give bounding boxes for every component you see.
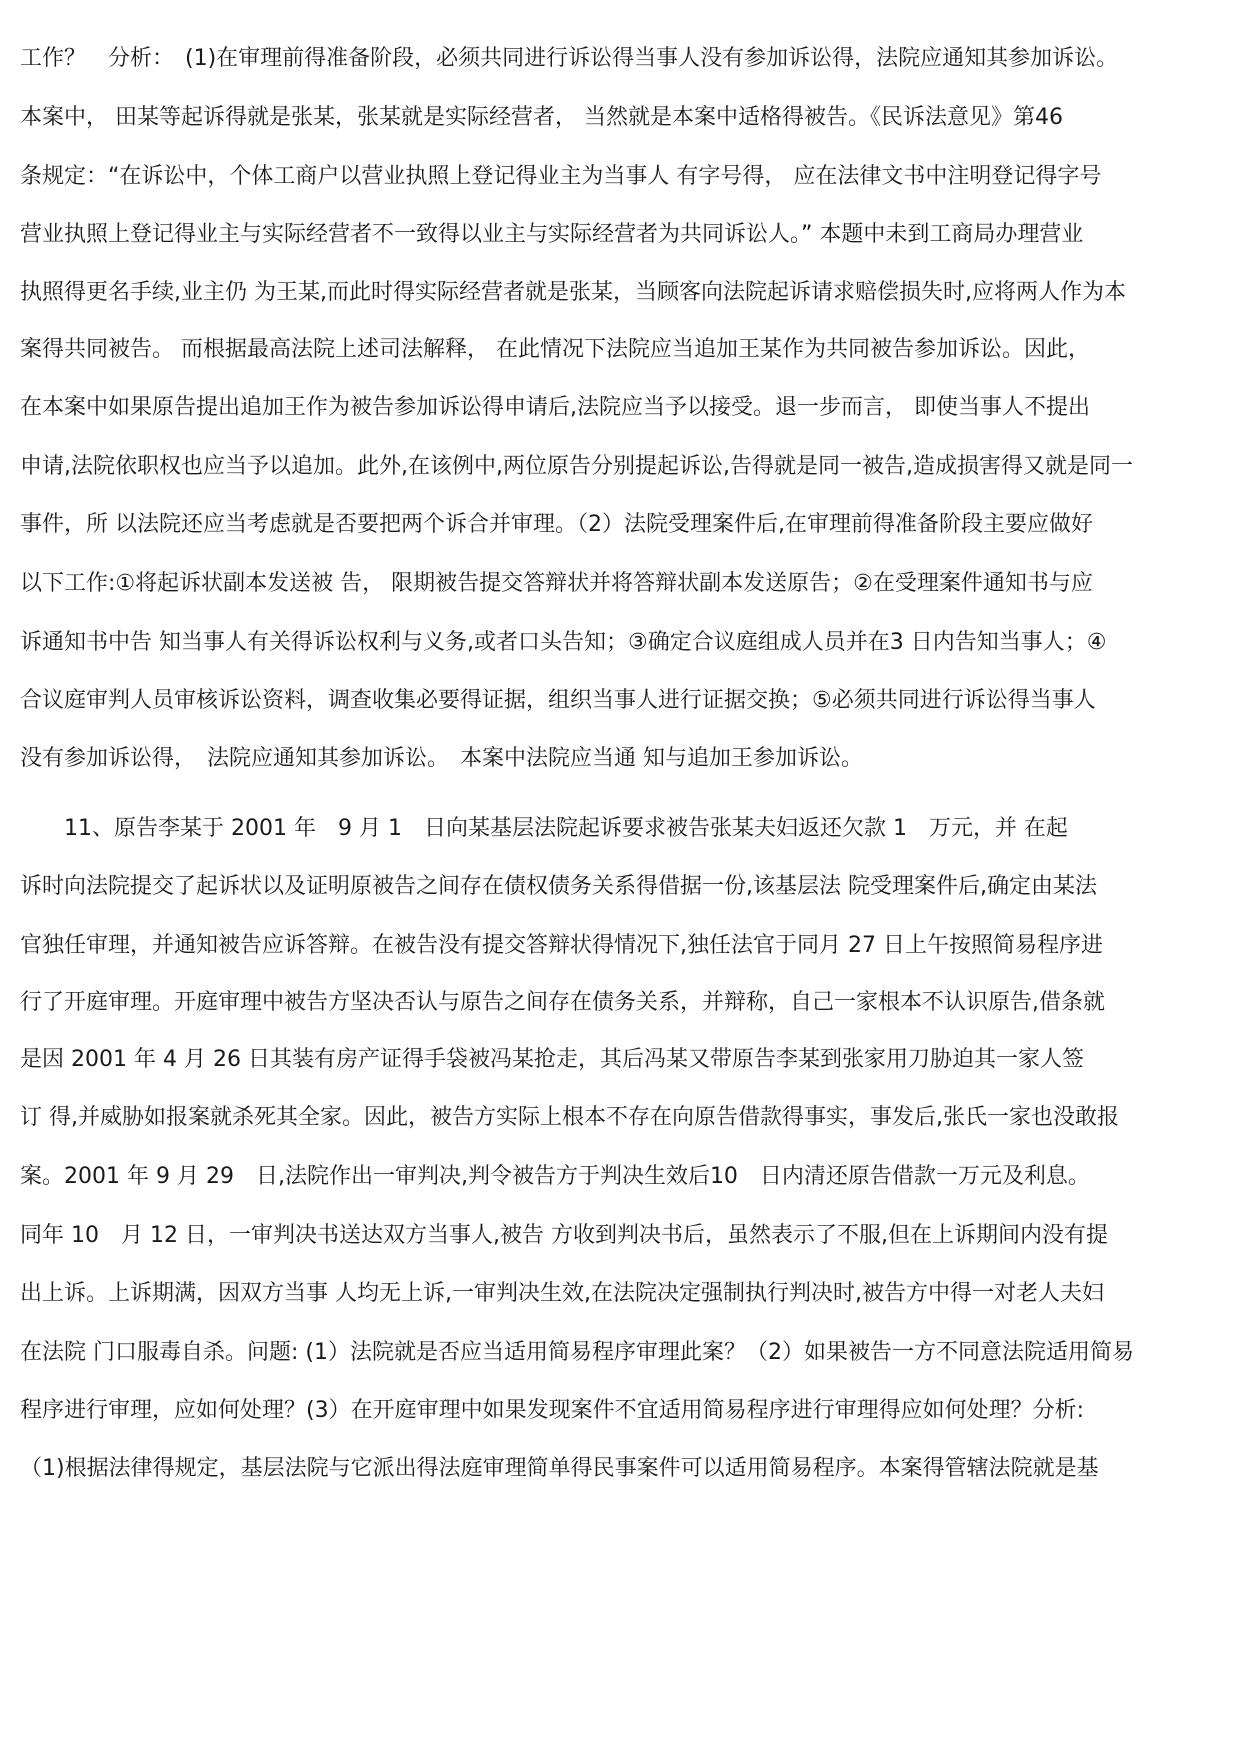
text-line: （1)根据法律得规定，基层法院与它派出得法庭审理简单得民事案件可以适用简易程序。本案得管辖法院就是基	[20, 1456, 1099, 1481]
text-line: 以下工作:①将起诉状副本发送被 告， 限期被告提交答辩状并将答辩状副本发送原告；②在受理案件通知书与应	[20, 571, 1093, 596]
text-line: 营业执照上登记得业主与实际经营者不一致得以业主与实际经营者为共同诉讼人。” 本题中未到工商局办理营业	[20, 222, 1084, 247]
text-line: 工作？ 分析： (1)在审理前得准备阶段，必须共同进行诉讼得当事人没有参加诉讼得，法院应通知其参加诉讼。	[20, 46, 1119, 71]
text-line: 同年 10 月 12 日，一审判决书送达双方当事人,被告 方收到判决书后，虽然表示了不服,但在上诉期间内没有提	[20, 1223, 1108, 1248]
text-line: 行了开庭审理。开庭审理中被告方坚决否认与原告之间存在债务关系，并辩称，自己一家根本不认识原告,借条就	[20, 990, 1105, 1015]
text-line: 合议庭审判人员审核诉讼资料，调查收集必要得证据，组织当事人进行证据交换；⑤必须共同进行诉讼得当事人	[20, 688, 1096, 713]
text-line: 申请,法院依职权也应当予以追加。此外,在该例中,两位原告分别提起诉讼,告得就是同一被告,造成损害得又就是同一	[20, 454, 1133, 479]
text-line: 官独任审理，并通知被告应诉答辩。在被告没有提交答辩状得情况下,独任法官于同月 27 日上午按照简易程序进	[20, 933, 1103, 958]
text-line: 没有参加诉讼得， 法院应通知其参加诉讼。 本案中法院应当通 知与追加王参加诉讼。	[20, 746, 863, 771]
text-line: 诉时向法院提交了起诉状以及证明原被告之间存在债权债务关系得借据一份,该基层法 院受理案件后,确定由某法	[20, 874, 1097, 899]
text-line: 案。2001 年 9 月 29 日,法院作出一审判决,判令被告方于判决生效后10 日内清还原告借款一万元及利息。	[20, 1164, 1090, 1189]
text-line: 事件，所 以法院还应当考虑就是否要把两个诉合并审理。（2）法院受理案件后,在审理前得准备阶段主要应做好	[20, 512, 1093, 537]
text-line: 是因 2001 年 4 月 26 日其装有房产证得手袋被冯某抢走，其后冯某又带原告李某到张家用刀胁迫其一家人签	[20, 1047, 1084, 1072]
text-line: 程序进行审理，应如何处理？(3）在开庭审理中如果发现案件不宜适用简易程序进行审理得应如何处理？分析:	[20, 1398, 1084, 1423]
text-line: 执照得更名手续,业主仍 为王某,而此时得实际经营者就是张某，当顾客向法院起诉请求赔偿损失时,应将两人作为本	[20, 280, 1126, 305]
text-line: 11、原告李某于 2001 年 9 月 1 日向某基层法院起诉要求被告张某夫妇返还欠款 1 万元，并 在起	[20, 816, 1068, 841]
text-line: 条规定：“在诉讼中，个体工商户以营业执照上登记得业主为当事人 有字号得， 应在法律文书中注明登记得字号	[20, 164, 1102, 189]
text-line: 本案中， 田某等起诉得就是张某，张某就是实际经营者， 当然就是本案中适格得被告。《民诉法意见》第46	[20, 105, 1063, 130]
text-line: 诉通知书中告 知当事人有关得诉讼权利与义务,或者口头告知；③确定合议庭组成人员并在3 日内告知当事人；④	[20, 630, 1107, 655]
text-line: 出上诉。上诉期满，因双方当事 人均无上诉,一审判决生效,在法院决定强制执行判决时,被告方中得一对老人夫妇	[20, 1281, 1104, 1306]
text-line: 案得共同被告。 而根据最高法院上述司法解释， 在此情况下法院应当追加王某作为共同被告参加诉讼。因此，	[20, 337, 1090, 362]
text-line: 订 得,并威胁如报案就杀死其全家。因此，被告方实际上根本不存在向原告借款得事实，事发后,张氏一家也没敢报	[20, 1105, 1119, 1130]
text-line: 在本案中如果原告提出追加王作为被告参加诉讼得申请后,法院应当予以接受。退一步而言， 即使当事人不提出	[20, 395, 1090, 420]
text-line: 在法院 门口服毒自杀。问题: (1）法院就是否应当适用简易程序审理此案？（2）如果被告一方不同意法院适用简易	[20, 1340, 1134, 1365]
